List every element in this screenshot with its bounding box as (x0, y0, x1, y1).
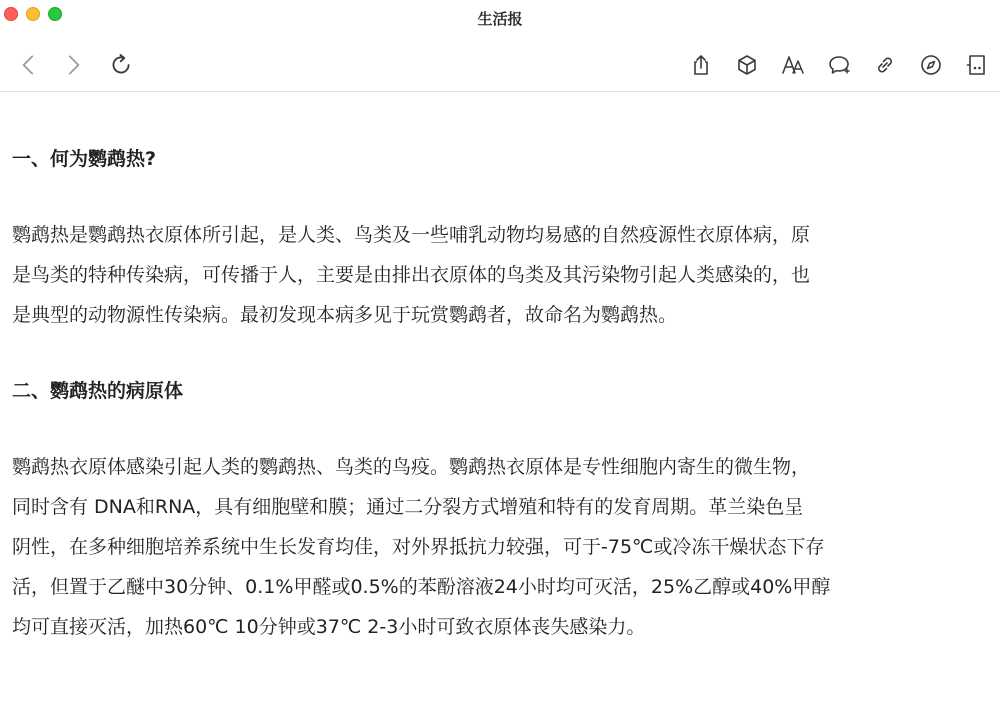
title-bar (0, 0, 1000, 92)
paragraph-2-line-5: 均可直接灭活，加热60℃ 10分钟或37℃ 2-3小时可致衣原体丧失感染力。 (12, 616, 646, 638)
back-button[interactable] (14, 50, 44, 80)
reader-button[interactable] (962, 50, 992, 80)
paragraph-1-line-1: 鹦鹉热是鹦鹉热衣原体所引起，是人类、鸟类及一些哺乳动物均易感的自然疫源性衣原体病，原 (12, 224, 811, 246)
chevron-left-icon (16, 52, 42, 78)
window-title: 生活报 (477, 10, 523, 28)
paragraph-2-line-2: 同时含有 DNA和RNA，具有细胞壁和膜；通过二分裂方式增殖和特有的发育周期。革兰染色呈 (12, 496, 804, 518)
paragraph-2 (12, 447, 988, 647)
toolbar-actions (686, 50, 992, 80)
paragraph-2-line-3: 阴性，在多种细胞培养系统中生长发育均佳，对外界抵抗力较强，可于-75℃或冷冻干燥状态下存 (12, 536, 825, 558)
cube-button[interactable] (732, 50, 762, 80)
link-button[interactable] (870, 50, 900, 80)
share-button[interactable] (686, 50, 716, 80)
comment-button[interactable] (824, 50, 854, 80)
section-heading-1: 一、何为鹦鹉热? (12, 148, 157, 170)
reload-button[interactable] (106, 50, 136, 80)
paragraph-1 (12, 215, 988, 335)
reload-icon (108, 52, 134, 78)
compass-button[interactable] (916, 50, 946, 80)
reader-icon (965, 53, 989, 77)
cube-icon (735, 53, 759, 77)
forward-button[interactable] (58, 50, 88, 80)
compass-icon (919, 53, 943, 77)
comment-icon (827, 53, 851, 77)
section-heading-2: 二、鹦鹉热的病原体 (12, 380, 184, 402)
share-icon (689, 53, 713, 77)
paragraph-1-line-3: 是典型的动物源性传染病。最初发现本病多见于玩赏鹦鹉者，故命名为鹦鹉热。 (12, 304, 678, 326)
paragraph-1-line-2: 是鸟类的特种传染病，可传播于人，主要是由排出衣原体的鸟类及其污染物引起人类感染的，也 (12, 264, 811, 286)
paragraph-2-line-1: 鹦鹉热衣原体感染引起人类的鹦鹉热、鸟类的鸟疫。鹦鹉热衣原体是专性细胞内寄生的微生物， (12, 456, 811, 478)
text-size-button[interactable] (778, 50, 808, 80)
article-content (12, 92, 988, 647)
paragraph-2-line-4: 活，但置于乙醚中30分钟、0.1%甲醛或0.5%的苯酚溶液24小时均可灭活，25%乙醇或40%甲醇 (12, 576, 831, 598)
chevron-right-icon (60, 52, 86, 78)
link-icon (873, 53, 897, 77)
text-size-icon (781, 53, 805, 77)
